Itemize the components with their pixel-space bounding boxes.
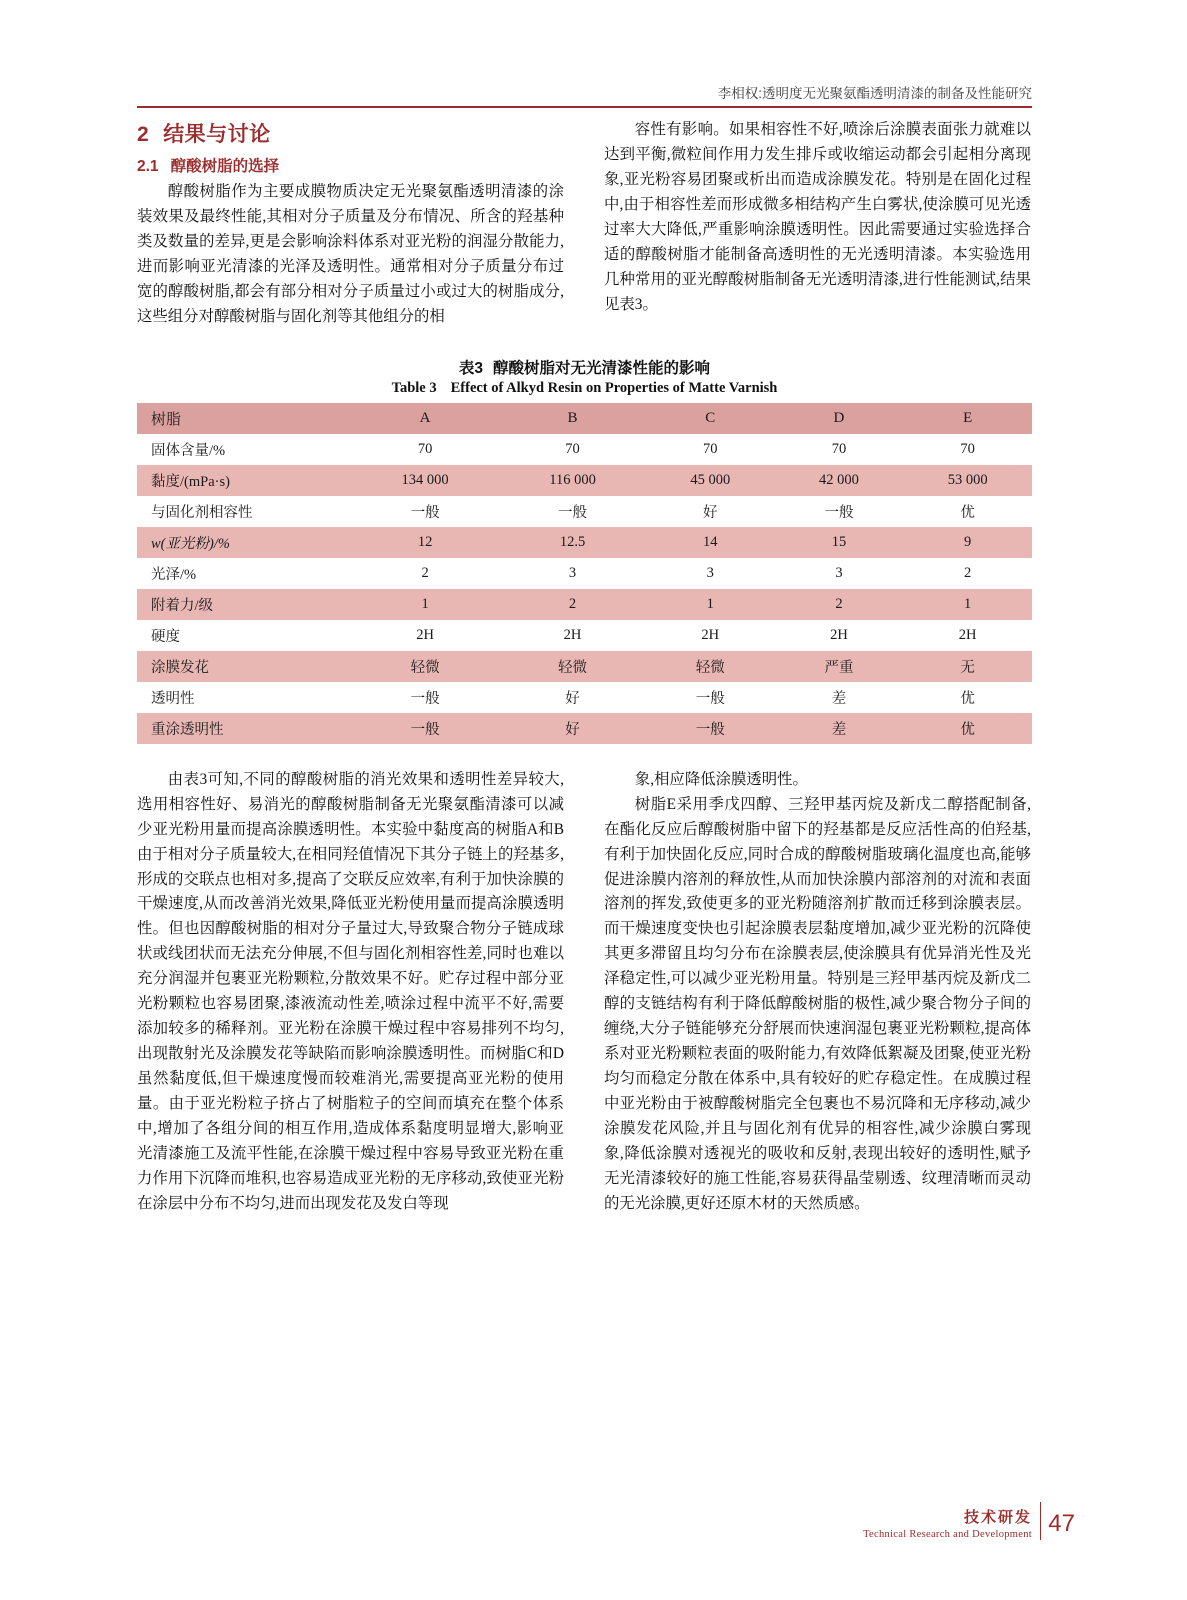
table-cell: 9 <box>964 533 972 550</box>
table-cell: 2 <box>568 595 577 612</box>
table-cell: 53 000 <box>947 471 988 488</box>
left-column-top <box>137 118 564 330</box>
table-cell: 无 <box>960 659 975 676</box>
table-cell: 2H <box>701 626 720 643</box>
subsection-number: 2.1 <box>137 158 159 175</box>
table-col-header: B <box>567 409 578 426</box>
page-content <box>137 118 1032 1217</box>
table-row <box>137 620 1032 651</box>
table-cell: 116 000 <box>549 471 596 488</box>
table-cell: 轻微 <box>410 659 440 676</box>
paragraph-right-2: 象,相应降低涂膜透明性。 <box>634 770 808 788</box>
table-row-label: 附着力/级 <box>151 597 214 614</box>
table-row <box>137 713 1032 744</box>
table-row-label: 重涂透明性 <box>151 721 224 738</box>
running-head: 李相权:透明度无光聚氨酯透明清漆的制备及性能研究 <box>717 86 1032 101</box>
table-caption-cn <box>137 356 1032 378</box>
table-block <box>137 356 1032 744</box>
table-cell: 好 <box>565 690 580 707</box>
table-cell: 70 <box>831 440 847 457</box>
table-cell: 2H <box>563 626 582 643</box>
table-cell: 12 <box>417 533 433 550</box>
table-cell: 134 000 <box>401 471 449 488</box>
paragraph-right-3: 树脂E采用季戊四醇、三羟甲基丙烷及新戊二醇搭配制备,在酯化反应后醇酸树脂中留下的羟基都是反应活性高的伯羟基,有利于加快固化反应,同时合成的醇酸树脂玻璃化温度也高,能够促进涂膜内溶剂的释放性,从而加快涂膜内部溶剂的对流和表面溶剂的挥发,致使更多的亚光粉随溶剂扩散而迁移到涂膜表层。而干燥速度变快也引起涂膜表层黏度增加,减少亚光粉的沉降使其更多滞留且均匀分布在涂膜表层,使涂膜具有优异消光性及光泽稳定性,可以减少亚光粉用量。特别是三羟甲基丙烷及新戊二醇的支链结构有利于降低醇酸树脂的极性,减少聚合物分子间的缠绕,大分子链能够充分舒展而快速润湿包裹亚光粉颗粒,提高体系对亚光粉颗粒表面的吸附能力,有效降低絮凝及团聚,使亚光粉均匀而稳定分散在体系中,具有较好的贮存稳定性。在成膜过程中亚光粉由于被醇酸树脂完全包裹也不易沉降和无序移动,减少涂膜发花风险,并且与固化剂有优异的相容性,减少涂膜白雾现象,降低涂膜对透视光的吸收和反射,表现出较好的透明性,赋予无光清漆较好的施工性能,容易获得晶莹剔透、纹理清晰而灵动的无光涂膜,更好还原木材的天然质感。 <box>604 795 1031 1212</box>
table-cell: 14 <box>703 533 718 550</box>
table-row <box>137 465 1032 496</box>
table-cell: 1 <box>964 595 972 612</box>
table-body <box>137 434 1032 744</box>
table-row-label: 与固化剂相容性 <box>151 504 253 521</box>
table-cell: 42 000 <box>819 471 859 488</box>
table-cell: 1 <box>421 595 429 612</box>
table-cell: 一般 <box>558 504 588 521</box>
subsection-title: 醇酸树脂的选择 <box>170 158 280 175</box>
left-column-bottom <box>137 768 564 1217</box>
table-cell: 轻微 <box>558 659 588 676</box>
table-cell: 3 <box>706 564 714 581</box>
table-row-label: 透明性 <box>151 690 195 707</box>
table-cell: 轻微 <box>695 659 725 676</box>
table-cell: 一般 <box>695 721 725 738</box>
paragraph-left-2: 由表3可知,不同的醇酸树脂的消光效果和透明性差异较大,选用相容性好、易消光的醇酸树脂制备无光聚氨酯清漆可以减少亚光粉用量而提高涂膜透明性。本实验中黏度高的树脂A和B由于相对分子质量较大,在相同羟值情况下其分子链上的羟基多,形成的交联点也相对多,提高了交联反应效率,有利于加快涂膜的干燥速度,从而改善消光效果,降低亚光粉使用量而提高涂膜透明性。但也因醇酸树脂的相对分子量过大,导致聚合物分子链成球状或线团状而无法充分伸展,不但与固化剂相容性差,同时也难以充分润湿并包裹亚光粉颗粒,分散效果不好。贮存过程中部分亚光粉颗粒也容易团聚,漆液流动性差,喷涂过程中流平不好,需要添加较多的稀释剂。亚光粉在涂膜干燥过程中容易排列不均匀,出现散射光及涂膜发花等缺陷而影响涂膜透明性。而树脂C和D虽然黏度低,但干燥速度慢而较难消光,需要提高亚光粉的使用量。由于亚光粉粒子挤占了树脂粒子的空间而填充在整个体系中,增加了各组分间的相互作用,造成体系黏度明显增大,影响亚光清漆施工及流平性能,在涂膜干燥过程中容易导致亚光粉在重力作用下沉降而堆积,也容易造成亚光粉的无序移动,致使亚光粉在涂层中分布不均匀,进而出现发花及发白等现 <box>137 770 564 1212</box>
table-row <box>137 682 1032 713</box>
table-cell: 一般 <box>824 504 854 521</box>
table-header-row <box>137 403 1032 434</box>
table-cell: 好 <box>565 721 580 738</box>
section-number: 2 <box>137 123 150 146</box>
table-row <box>137 651 1032 682</box>
table-cell: 1 <box>706 595 714 612</box>
table-row-label: 光泽/% <box>151 566 197 583</box>
table-row <box>137 434 1032 465</box>
footer-divider <box>1040 1502 1042 1540</box>
table-cell: 70 <box>960 440 975 457</box>
table-head <box>137 403 1032 434</box>
table-cell: 45 000 <box>690 471 731 488</box>
table-cell: 差 <box>831 690 847 707</box>
table-row-label: 黏度/(mPa·s) <box>151 473 230 490</box>
table-title-cn: 醇酸树脂对无光清漆性能的影响 <box>493 359 711 377</box>
subsection-heading <box>137 154 564 176</box>
table-cell: 3 <box>835 564 843 581</box>
table-cell: 一般 <box>410 504 440 521</box>
page-number: 47 <box>1048 1510 1075 1537</box>
table-cell: 优 <box>960 690 975 707</box>
table-cell: 严重 <box>824 659 854 676</box>
table-cell: 2H <box>416 626 434 643</box>
section-heading <box>137 118 564 148</box>
table-col-header: E <box>963 409 973 426</box>
table-label-en: Table 3 <box>391 379 437 396</box>
right-column-bottom <box>604 768 1031 1217</box>
table-col-header: C <box>705 409 716 426</box>
table-cell: 一般 <box>410 690 440 707</box>
table-row <box>137 589 1032 620</box>
table-row <box>137 558 1032 589</box>
table-col-header: A <box>419 409 431 426</box>
table-cell: 2 <box>964 564 972 581</box>
table-cell: 2 <box>835 595 843 612</box>
section-title: 结果与讨论 <box>163 123 271 146</box>
footer-section-en: Technical Research and Development <box>863 1529 1032 1540</box>
table-row <box>137 527 1032 558</box>
table-col-header: 树脂 <box>151 411 182 428</box>
table-cell: 差 <box>831 721 847 738</box>
table-row-label: 固体含量/% <box>151 442 226 459</box>
table-cell: 2 <box>421 564 429 581</box>
header-divider <box>137 106 1032 108</box>
footer-section <box>863 1506 1032 1540</box>
table-cell: 15 <box>831 533 847 550</box>
right-column-top <box>604 118 1031 330</box>
table-cell: 优 <box>960 721 975 738</box>
table-cell: 12.5 <box>559 533 586 550</box>
table-row <box>137 496 1032 527</box>
footer-section-cn: 技术研发 <box>963 1509 1032 1526</box>
table-cell: 一般 <box>695 690 725 707</box>
table-cell: 70 <box>565 440 580 457</box>
table-col-header: D <box>833 409 845 426</box>
table-caption-en <box>137 380 1032 397</box>
table-cell: 一般 <box>410 721 440 738</box>
table-cell: 2H <box>830 626 848 643</box>
table-cell: 2H <box>958 626 977 643</box>
table-cell: 优 <box>960 504 975 521</box>
table-cell: 70 <box>417 440 433 457</box>
table-cell: 好 <box>703 504 718 521</box>
results-table <box>137 403 1032 744</box>
table-cell: 70 <box>703 440 718 457</box>
table-title-en: Effect of Alkyd Resin on Properties of Matte Varnish <box>450 379 778 396</box>
paragraph-left-1: 醇酸树脂作为主要成膜物质决定无光聚氨酯透明清漆的涂装效果及最终性能,其相对分子质量及分布情况、所含的羟基种类及数量的差异,更是会影响涂料体系对亚光粉的润湿分散能力,进而影响亚光清漆的光泽及透明性。通常相对分子质量分布过宽的醇酸树脂,都会有部分相对分子质量过小或过大的树脂成分,这些组分对醇酸树脂与固化剂等其他组分的相 <box>137 183 564 325</box>
table-cell: 3 <box>568 564 577 581</box>
table-row-label: w(亚光粉)/% <box>151 535 230 552</box>
table-label-cn: 表3 <box>458 359 484 377</box>
table-row-label: 涂膜发花 <box>151 659 209 676</box>
top-columns <box>137 118 1032 330</box>
bottom-columns <box>137 768 1032 1217</box>
paragraph-right-1: 容性有影响。如果相容性不好,喷涂后涂膜表面张力就难以达到平衡,微粒间作用力发生排斥或收缩运动都会引起相分离现象,亚光粉容易团聚或析出而造成涂膜发花。特别是在固化过程中,由于相容性差而形成微多相结构产生白雾状,使涂膜可见光透过率大大降低,严重影响涂膜透明性。因此需要通过实验选择合适的醇酸树脂才能制备高透明性的无光透明清漆。本实验选用几种常用的亚光醇酸树脂制备无光透明清漆,进行性能测试,结果见表3。 <box>604 121 1031 313</box>
table-row-label: 硬度 <box>151 628 180 645</box>
